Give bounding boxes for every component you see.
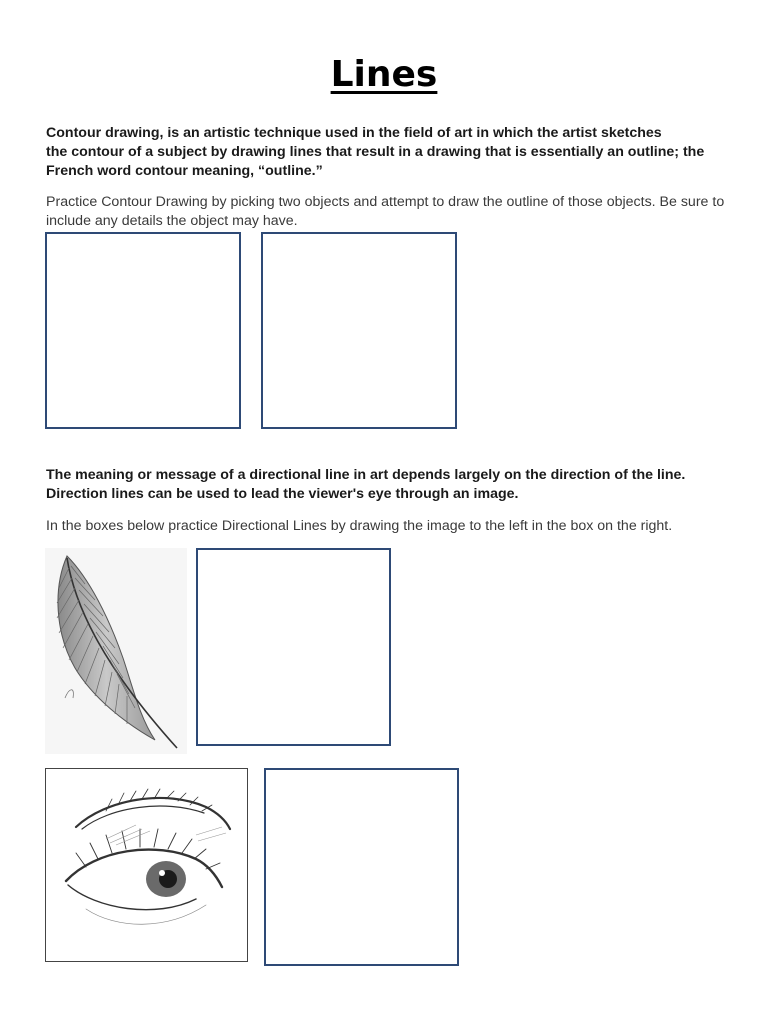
page-title: Lines [330,54,438,95]
contour-drawing-box-1[interactable] [45,232,241,429]
eye-sketch-image [45,768,248,962]
contour-instruction-line-1: Practice Contour Drawing by picking two objects and attempt to draw the outline of those objects. Be sure to [46,194,725,210]
feather-sketch-image [45,548,187,754]
contour-instruction-line-2: include any details the object may have. [46,213,298,229]
directional-drawing-box-feather[interactable] [196,548,391,746]
contour-drawing-box-2[interactable] [261,232,457,429]
directional-instruction: In the boxes below practice Directional Lines by drawing the image to the left in the box on the right. [46,518,673,534]
directional-definition-line-1: The meaning or message of a directional line in art depends largely on the direction of the line. [46,467,686,483]
contour-instruction [46,193,736,231]
directional-drawing-box-eye[interactable] [264,768,459,966]
contour-definition-line-2: the contour of a subject by drawing lines that result in a drawing that is essentially an outline; the [46,144,705,160]
contour-definition-line-1: Contour drawing, is an artistic technique used in the field of art in which the artist sketches [46,125,662,141]
directional-definition [46,466,736,504]
contour-definition-line-3: French word contour meaning, “outline.” [46,163,323,179]
directional-definition-line-2: Direction lines can be used to lead the viewer's eye through an image. [46,486,519,502]
contour-definition [46,124,736,181]
